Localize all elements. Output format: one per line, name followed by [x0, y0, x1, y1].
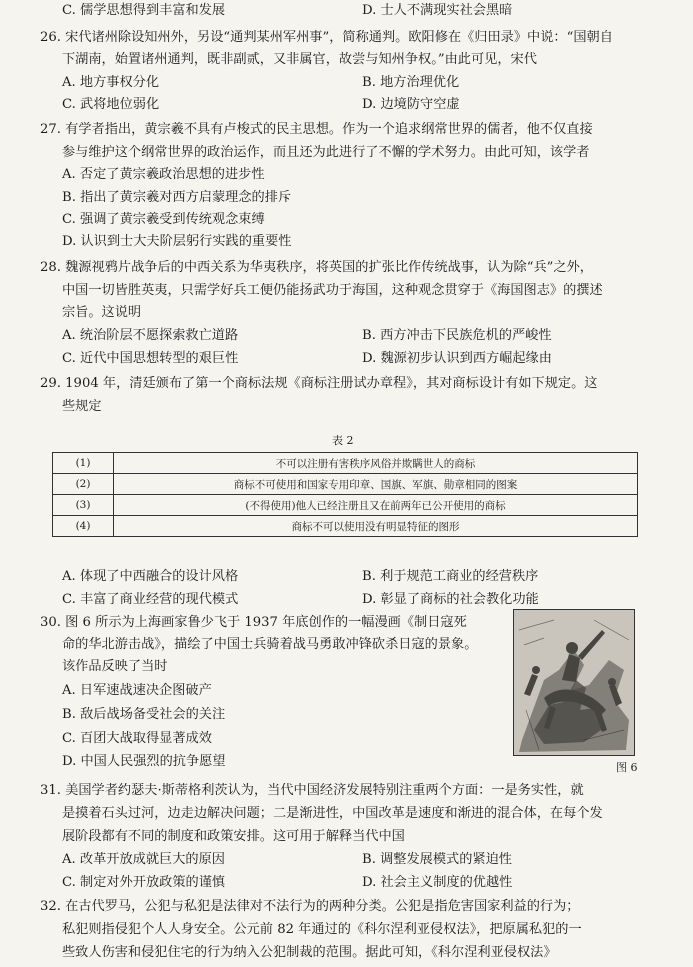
- table-row: [53, 453, 638, 474]
- q25-option-c: C. 儒学思想得到丰富和发展: [62, 3, 226, 18]
- q30-option-c: C. 百团大战取得显著成效: [62, 731, 212, 746]
- q30-option-b: B. 敌后战场备受社会的关注: [62, 707, 226, 722]
- q30-stem-line-1: 30. 图 6 所示为上海画家鲁少飞于 1937 年底创作的一幅漫画《制日寇死: [40, 615, 467, 630]
- q31-option-d: D. 社会主义制度的优越性: [362, 875, 513, 890]
- table-row: [53, 516, 638, 537]
- table-row-number: (3): [53, 495, 114, 516]
- q29-option-b: B. 利于规范工商业的经营秩序: [362, 569, 539, 584]
- q28-option-c: C. 近代中国思想转型的艰巨性: [62, 351, 239, 366]
- table-row-text: 商标不可以使用没有明显特征的图形: [114, 516, 638, 537]
- q26-stem-line-1: 26. 宋代诸州除设知州外，另设“通判某州军州事”，简称通判。欧阳修在《归田录》中说：“国朝自: [40, 30, 613, 45]
- cartoon-figure: [513, 609, 635, 756]
- table-row-text: (不得使用)他人已经注册且又在前两年已公开使用的商标: [114, 495, 638, 516]
- q27-stem-line-1: 27. 有学者指出，黄宗羲不具有卢梭式的民主思想。作为一个追求纲常世界的儒者，他不仅直接: [40, 122, 593, 137]
- q31-option-c: C. 制定对外开放政策的谨慎: [62, 875, 226, 890]
- cartoon-illustration: [514, 610, 634, 755]
- q31-option-b: B. 调整发展模式的紧迫性: [362, 852, 512, 867]
- q27-option-b: B. 指出了黄宗羲对西方启蒙理念的排斥: [62, 190, 292, 205]
- q29-stem-line-2: 些规定: [62, 399, 102, 414]
- q31-stem-line-3: 展阶段都有不同的制度和政策安排。这可用于解释当代中国: [62, 829, 405, 844]
- q28-stem-line-1: 28. 魏源视鸦片战争后的中西关系为华夷秩序，将英国的扩张比作传统战事，认为除“兵”之外，: [40, 260, 593, 275]
- table-row: [53, 495, 638, 516]
- q26-option-c: C. 武将地位弱化: [62, 97, 160, 112]
- q32-stem-line-3: 些致人伤害和侵犯住宅的行为纳入公犯制裁的范围。据此可知，《科尔涅利亚侵权法》: [62, 945, 557, 960]
- q26-option-d: D. 边境防守空虚: [362, 97, 460, 112]
- regulation-table: [52, 452, 638, 537]
- q28-option-d: D. 魏源初步认识到西方崛起缘由: [362, 351, 552, 366]
- q31-stem-line-1: 31. 美国学者约瑟夫·斯蒂格利茨认为，当代中国经济发展特别注重两个方面：一是务实性，就: [40, 783, 584, 798]
- q27-stem-line-2: 参与维护这个纲常世界的政治运作，而且还为此进行了不懈的学术努力。由此可知，该学者: [62, 145, 590, 160]
- q29-stem-line-1: 29. 1904 年，清廷颁布了第一个商标法规《商标注册试办章程》，其对商标设计有如下规定。这: [40, 376, 598, 391]
- figure-caption: 图 6: [616, 761, 638, 774]
- q30-option-a: A. 日军速战速决企图破产: [62, 683, 212, 698]
- table-row-text: 商标不可使用和国家专用印章、国旗、军旗、勋章相同的图案: [114, 474, 638, 495]
- q30-option-d: D. 中国人民强烈的抗争愿望: [62, 754, 226, 769]
- q27-option-a: A. 否定了黄宗羲政治思想的进步性: [62, 167, 265, 182]
- q30-stem-line-2: 命的华北游击战》，描绘了中国士兵骑着战马勇敢冲锋砍杀日寇的景象。: [62, 637, 478, 652]
- q25-option-d: D. 士人不满现实社会黑暗: [362, 3, 513, 18]
- table-row-number: (1): [53, 453, 114, 474]
- q26-option-a: A. 地方事权分化: [62, 75, 160, 90]
- q28-stem-line-2: 中国一切皆胜英夷，只需学好兵工便仍能扬武功于海国，这种观念贯穿于《海国图志》的撰述: [62, 283, 603, 298]
- q29-option-c: C. 丰富了商业经营的现代模式: [62, 592, 239, 607]
- table-row-text: 不可以注册有害秩序风俗并欺瞒世人的商标: [114, 453, 638, 474]
- q28-option-b: B. 西方冲击下民族危机的严峻性: [362, 328, 552, 343]
- q28-option-a: A. 统治阶层不愿探索救亡道路: [62, 328, 239, 343]
- q26-option-b: B. 地方治理优化: [362, 75, 460, 90]
- q31-option-a: A. 改革开放成就巨大的原因: [62, 852, 225, 867]
- q29-option-d: D. 彰显了商标的社会教化功能: [362, 592, 539, 607]
- q26-stem-line-2: 下湖南，始置诸州通判，既非副贰，又非属官，故尝与知州争权。”由此可见，宋代: [62, 52, 537, 67]
- q27-option-c: C. 强调了黄宗羲受到传统观念束缚: [62, 212, 265, 227]
- q32-stem-line-1: 32. 在古代罗马，公犯与私犯是法律对不法行为的两种分类。公犯是指危害国家利益的行为；: [40, 899, 580, 914]
- q27-option-d: D. 认识到士大夫阶层躬行实践的重要性: [62, 234, 292, 249]
- table-row: [53, 474, 638, 495]
- table-title: 表 2: [332, 434, 354, 447]
- q31-stem-line-2: 是摸着石头过河，边走边解决问题；二是渐进性，中国改革是速度和渐进的混合体，在每个发: [62, 806, 603, 821]
- table-row-number: (2): [53, 474, 114, 495]
- q32-stem-line-2: 私犯则指侵犯个人人身安全。公元前 82 年通过的《科尔涅利亚侵权法》，把原属私犯的一: [62, 922, 582, 937]
- q30-stem-line-3: 该作品反映了当时: [62, 659, 168, 674]
- q29-option-a: A. 体现了中西融合的设计风格: [62, 569, 239, 584]
- q28-stem-line-3: 宗旨。这说明: [62, 305, 142, 320]
- table-row-number: (4): [53, 516, 114, 537]
